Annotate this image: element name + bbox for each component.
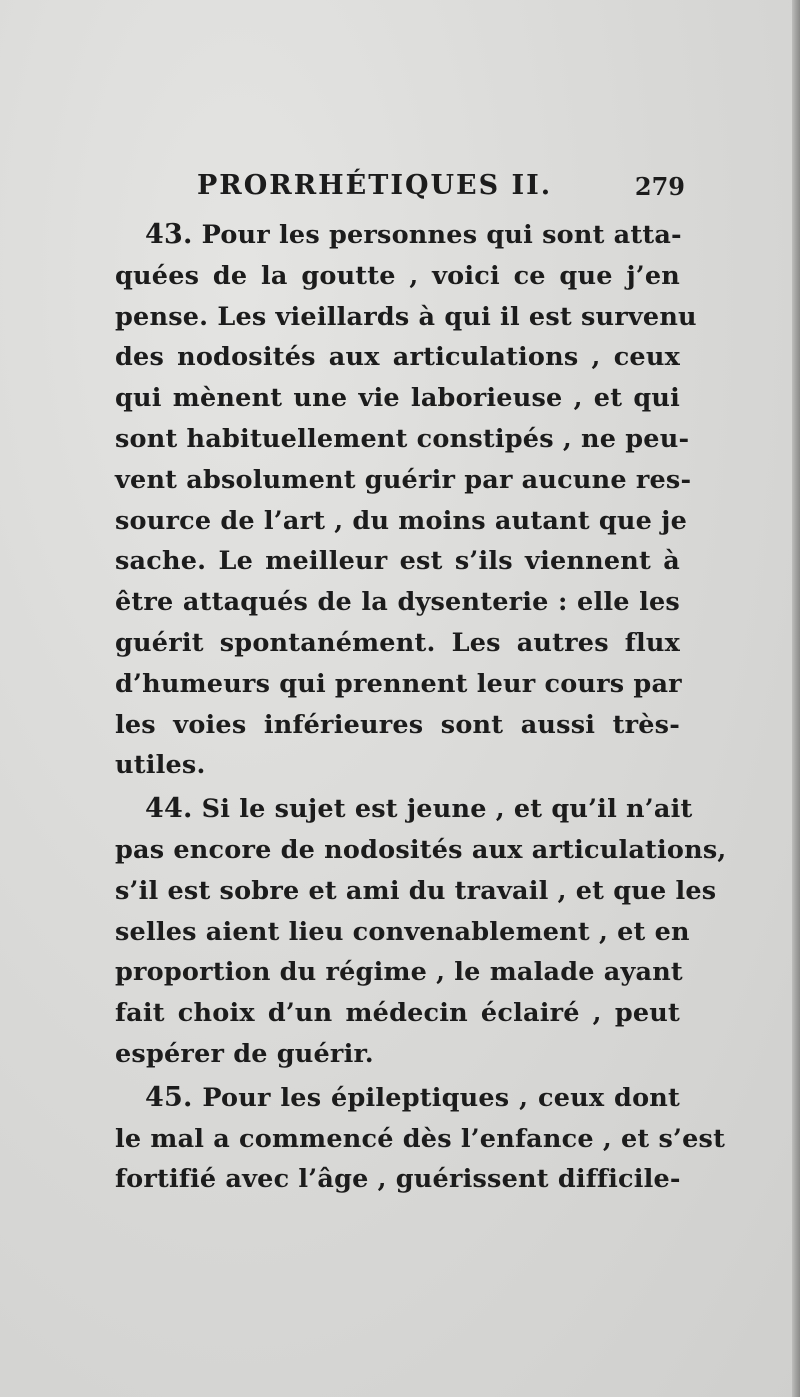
paragraph-45-line-2: le mal a commencé dès l’enfance , et s’est	[115, 1123, 726, 1154]
paragraph-43-line-10: être attaqués de la dysenterie : elle les	[115, 587, 680, 618]
paragraph-44-line-6: fait choix d’un médecin éclairé , peut	[115, 998, 680, 1029]
paragraph-43-line-6: sont habituellement constipés , ne peu-	[115, 423, 690, 454]
paragraph-43-line-3: pense. Les vieillards à qui il est survenu	[115, 301, 697, 332]
running-title: PRORRHÉTIQUES II.	[197, 170, 553, 201]
paragraph-44-line-2: pas encore de nodosités aux articulations,	[115, 834, 727, 865]
paragraph-number: 44.	[145, 793, 193, 825]
paragraph-44-line-3: s’il est sobre et ami du travail , et que les	[115, 875, 717, 906]
paragraph-43-line-7: vent absolument guérir par aucune res-	[115, 464, 692, 495]
paragraph-44-line-1: 44. Si le sujet est jeune , et qu’il n’ait	[145, 793, 693, 825]
paragraph-44-line-4: selles aient lieu convenablement , et en	[115, 916, 690, 947]
paragraph-43-line-11: guérit spontanément. Les autres flux	[115, 627, 680, 658]
paragraph-43-line-8: source de l’art , du moins autant que je	[115, 505, 688, 536]
paragraph-43-line-14: utiles.	[115, 750, 206, 781]
paragraph-45-line-1: 45. Pour les épileptiques , ceux dont	[145, 1081, 681, 1113]
paragraph-number: 45.	[145, 1081, 193, 1113]
paragraph-44-line-5: proportion du régime , le malade ayant	[115, 957, 683, 988]
paragraph-43-line-4: des nodosités aux articulations , ceux	[115, 342, 680, 373]
page-number: 279	[634, 172, 685, 201]
paragraph-43-line-9: sache. Le meilleur est s’ils viennent à	[115, 546, 680, 577]
running-header	[197, 170, 685, 210]
paragraph-45-line-3: fortifié avec l’âge , guérissent difficile-	[115, 1164, 681, 1195]
page-edge-shadow	[792, 0, 800, 1397]
paragraph-43-line-12: d’humeurs qui prennent leur cours par	[115, 668, 682, 699]
paragraph-43-line-13: les voies inférieures sont aussi très-	[115, 709, 680, 740]
body-text	[115, 215, 727, 1200]
paragraph-43-line-5: qui mènent une vie laborieuse , et qui	[115, 383, 680, 414]
paragraph-43-line-2: quées de la goutte , voici ce que j’en	[115, 260, 680, 291]
paragraph-44-line-7: espérer de guérir.	[115, 1038, 374, 1069]
paragraph-43-line-1: 43. Pour les personnes qui sont atta-	[145, 219, 682, 250]
paragraph-number: 43.	[145, 219, 193, 250]
